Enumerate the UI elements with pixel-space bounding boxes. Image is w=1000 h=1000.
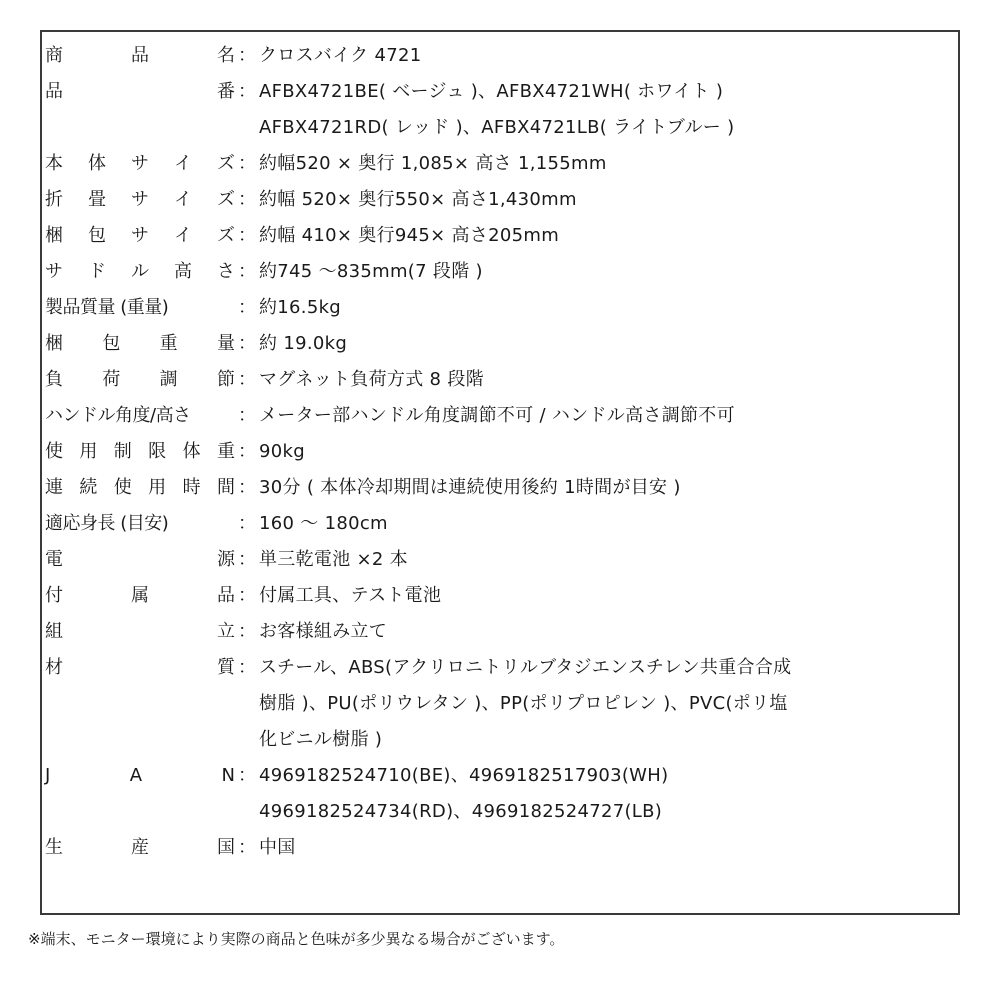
spec-label xyxy=(45,182,235,218)
spec-label-char: A xyxy=(129,765,143,786)
spec-value-line: 約16.5kg xyxy=(259,297,342,318)
spec-row xyxy=(45,578,905,614)
spec-label-char: 品 xyxy=(45,81,63,102)
spec-row xyxy=(45,326,905,362)
spec-label-char: 時 xyxy=(182,477,201,498)
spec-label-char: 間 xyxy=(216,477,235,498)
spec-label-char: 量 xyxy=(216,333,235,354)
spec-value-line: AFBX4721RD( レッド )、AFBX4721LB( ライトブルー ) xyxy=(259,117,735,138)
spec-label-char: J xyxy=(45,765,51,786)
spec-colon: ： xyxy=(238,405,256,426)
spec-colon: ： xyxy=(238,153,256,174)
spec-value-line: メーター部ハンドル角度調節不可 / ハンドル高さ調節不可 xyxy=(259,405,735,426)
spec-label xyxy=(45,650,235,686)
spec-row xyxy=(45,758,905,830)
spec-label-char: 荷 xyxy=(102,369,121,390)
spec-value xyxy=(259,650,905,758)
spec-label-char: サ xyxy=(131,153,149,174)
spec-value-line: 約 19.0kg xyxy=(259,333,348,354)
spec-label-char: 節 xyxy=(216,369,235,390)
spec-value xyxy=(259,398,905,434)
spec-value-line: スチール、ABS(アクリロニトリルブタジエンスチレン共重合合成 xyxy=(259,657,792,678)
spec-label-char: 用 xyxy=(148,477,167,498)
spec-colon: ： xyxy=(238,837,256,858)
spec-label xyxy=(45,758,235,794)
spec-value-line: 樹脂 )、PU(ポリウレタン )、PP(ポリプロピレン )、PVC(ポリ塩 xyxy=(259,693,788,714)
spec-label-char: 包 xyxy=(88,225,106,246)
spec-value-line: 30分 ( 本体冷却期間は連続使用後約 1時間が目安 ) xyxy=(259,477,681,498)
spec-colon: ： xyxy=(238,45,256,66)
spec-label-char: 商 xyxy=(45,45,63,66)
spec-label-char: サ xyxy=(131,189,149,210)
spec-value xyxy=(259,326,905,362)
spec-value-line: 化ビニル樹脂 ) xyxy=(259,729,383,750)
spec-label-char: サ xyxy=(131,225,149,246)
spec-value xyxy=(259,146,905,182)
spec-row xyxy=(45,434,905,470)
spec-colon: ： xyxy=(238,585,256,606)
spec-row xyxy=(45,254,905,290)
spec-row xyxy=(45,542,905,578)
spec-colon: ： xyxy=(238,189,256,210)
spec-row xyxy=(45,146,905,182)
spec-label-char: 畳 xyxy=(88,189,106,210)
spec-value xyxy=(259,74,905,146)
spec-value-line: 約745 ～835mm(7 段階 ) xyxy=(259,261,483,282)
spec-label-char: 質 xyxy=(217,657,235,678)
spec-label-char: 制 xyxy=(113,441,132,462)
spec-label xyxy=(45,146,235,182)
spec-label: 製品質量 (重量) xyxy=(45,297,169,318)
spec-row xyxy=(45,182,905,218)
spec-label-char: 源 xyxy=(217,549,235,570)
spec-label-char: 折 xyxy=(45,189,63,210)
spec-label-char: 電 xyxy=(45,549,63,570)
spec-label: ハンドル角度/高さ xyxy=(45,405,191,426)
spec-label-char: 重 xyxy=(216,441,235,462)
spec-label-char: 限 xyxy=(148,441,167,462)
spec-row xyxy=(45,290,905,326)
spec-row xyxy=(45,650,905,758)
spec-label-char: ズ xyxy=(217,225,235,246)
spec-colon: ： xyxy=(238,297,256,318)
spec-label-char: 属 xyxy=(131,585,149,606)
spec-value-line: お客様組み立て xyxy=(259,621,388,642)
spec-label-char: 梱 xyxy=(45,225,63,246)
spec-label-char: 梱 xyxy=(45,333,63,354)
spec-label-char: 名 xyxy=(217,45,235,66)
spec-label-char: 番 xyxy=(217,81,235,102)
spec-value-line: クロスバイク 4721 xyxy=(259,45,422,66)
spec-label-char: ズ xyxy=(217,189,235,210)
spec-label: 適応身長 (目安) xyxy=(45,513,169,534)
spec-colon: ： xyxy=(238,369,256,390)
spec-value-line: 約幅 520× 奥行550× 高さ1,430mm xyxy=(259,189,577,210)
spec-row xyxy=(45,470,905,506)
spec-label xyxy=(45,614,235,650)
spec-value-line: 約幅520 × 奥行 1,085× 高さ 1,155mm xyxy=(259,153,607,174)
spec-value xyxy=(259,254,905,290)
spec-label-char: 使 xyxy=(113,477,132,498)
spec-label-char: 使 xyxy=(45,441,63,462)
spec-value xyxy=(259,290,905,326)
spec-label xyxy=(45,326,235,362)
spec-value-line: 単三乾電池 ×2 本 xyxy=(259,549,408,570)
spec-label-char: さ xyxy=(217,261,235,282)
spec-colon: ： xyxy=(238,657,256,678)
spec-label-char: 負 xyxy=(45,369,63,390)
spec-label xyxy=(45,830,235,866)
spec-label xyxy=(45,542,235,578)
spec-row xyxy=(45,38,905,74)
spec-value xyxy=(259,506,905,542)
spec-colon: ： xyxy=(238,225,256,246)
spec-value xyxy=(259,542,905,578)
spec-value xyxy=(259,182,905,218)
spec-label-char: 品 xyxy=(217,585,235,606)
spec-colon: ： xyxy=(238,261,256,282)
spec-label xyxy=(45,470,235,506)
spec-value xyxy=(259,470,905,506)
spec-label-char: 品 xyxy=(131,45,149,66)
spec-colon: ： xyxy=(238,441,256,462)
spec-label-char: イ xyxy=(174,153,192,174)
spec-label-char: 高 xyxy=(174,261,192,282)
spec-label-char: ル xyxy=(131,261,149,282)
spec-label xyxy=(45,218,235,254)
spec-value-line: 約幅 410× 奥行945× 高さ205mm xyxy=(259,225,560,246)
spec-label-char: 連 xyxy=(45,477,63,498)
spec-label-char: ド xyxy=(88,261,106,282)
spec-label-char: ズ xyxy=(217,153,235,174)
spec-value xyxy=(259,38,905,74)
spec-value xyxy=(259,830,905,866)
spec-label xyxy=(45,578,235,614)
spec-label xyxy=(45,434,235,470)
spec-label-char: 材 xyxy=(45,657,63,678)
spec-colon: ： xyxy=(238,333,256,354)
spec-label xyxy=(45,362,235,398)
spec-value-line: 90kg xyxy=(259,441,305,462)
spec-label-char: 産 xyxy=(131,837,149,858)
spec-colon: ： xyxy=(238,477,256,498)
spec-value xyxy=(259,614,905,650)
spec-row xyxy=(45,74,905,146)
spec-row xyxy=(45,362,905,398)
spec-label-char: イ xyxy=(174,225,192,246)
spec-label-char: 組 xyxy=(45,621,63,642)
spec-label-char: 付 xyxy=(45,585,63,606)
spec-label-char: 立 xyxy=(217,621,235,642)
spec-label-char: 生 xyxy=(45,837,63,858)
spec-value-line: 4969182524734(RD)、4969182524727(LB) xyxy=(259,801,663,822)
spec-value xyxy=(259,362,905,398)
spec-value-line: 中国 xyxy=(259,837,296,858)
spec-colon: ： xyxy=(238,81,256,102)
spec-label-char: 本 xyxy=(45,153,63,174)
spec-label-char: 体 xyxy=(182,441,201,462)
spec-row xyxy=(45,830,905,866)
spec-label xyxy=(45,254,235,290)
spec-label-char: サ xyxy=(45,261,63,282)
spec-label-char: 国 xyxy=(217,837,235,858)
spec-row xyxy=(45,614,905,650)
spec-colon: ： xyxy=(238,513,256,534)
spec-row xyxy=(45,506,905,542)
spec-value-line: マグネット負荷方式 8 段階 xyxy=(259,369,484,390)
spec-colon: ： xyxy=(238,765,256,786)
footnote: ※端末、モニター環境により実際の商品と色味が多少異なる場合がございます。 xyxy=(28,930,565,948)
spec-value-line: 付属工具、テスト電池 xyxy=(259,585,442,606)
spec-label-char: 包 xyxy=(102,333,121,354)
spec-value xyxy=(259,434,905,470)
spec-table xyxy=(45,38,905,866)
spec-label-char: 調 xyxy=(159,369,178,390)
spec-label-char: イ xyxy=(174,189,192,210)
spec-value-line: 160 ～ 180cm xyxy=(259,513,388,534)
spec-value xyxy=(259,578,905,614)
spec-label-char: 体 xyxy=(88,153,106,174)
spec-label-char: 重 xyxy=(159,333,178,354)
spec-label-char: 続 xyxy=(79,477,98,498)
spec-colon: ： xyxy=(238,621,256,642)
spec-label-char: N xyxy=(221,765,235,786)
spec-value-line: 4969182524710(BE)、4969182517903(WH) xyxy=(259,765,669,786)
spec-value xyxy=(259,758,905,830)
spec-label xyxy=(45,38,235,74)
spec-value xyxy=(259,218,905,254)
spec-label xyxy=(45,74,235,110)
spec-label-char: 用 xyxy=(79,441,98,462)
spec-value-line: AFBX4721BE( ベージュ )、AFBX4721WH( ホワイト ) xyxy=(259,81,724,102)
spec-row xyxy=(45,218,905,254)
spec-colon: ： xyxy=(238,549,256,570)
spec-row xyxy=(45,398,905,434)
